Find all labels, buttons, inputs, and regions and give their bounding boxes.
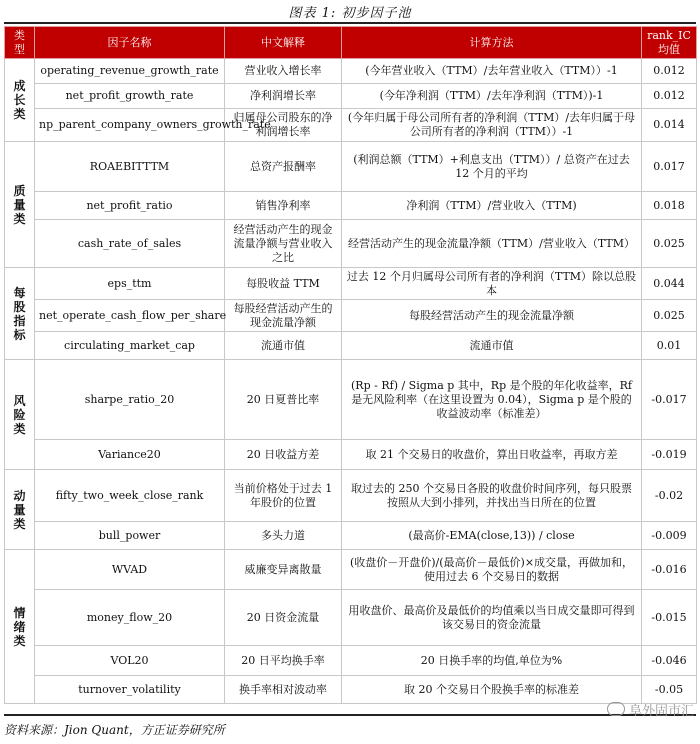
figure-title-bar: [0, 0, 700, 24]
factor-ic: 0.012: [642, 84, 697, 109]
category-cell: 质量类: [5, 142, 35, 268]
factor-method: (收盘价－开盘价)/(最高价－最低价)×成交量，再做加和，使用过去 6 个交易日的数据: [342, 550, 642, 590]
factor-method: 取 21 个交易日的收盘价，算出日收益率，再取方差: [342, 440, 642, 470]
figure-title: 图表 1: 初步因子池: [288, 6, 412, 21]
factor-method: 净利润（TTM）/营业收入（TTM): [342, 192, 642, 220]
table-row: [5, 470, 697, 522]
table-row: [5, 84, 697, 109]
wechat-icon: [607, 702, 625, 716]
factor-name: cash_rate_of_sales: [35, 220, 225, 268]
title-rule: [4, 22, 696, 24]
factor-ic: 0.044: [642, 268, 697, 300]
factor-ic: 0.01: [642, 332, 697, 360]
table-row: [5, 332, 697, 360]
factor-cn: 每股经营活动产生的现金流量净额: [225, 300, 342, 332]
watermark: [607, 700, 694, 719]
factor-method: 过去 12 个月归属母公司所有者的净利润（TTM）除以总股本: [342, 268, 642, 300]
factor-name: sharpe_ratio_20: [35, 360, 225, 440]
factor-method: (利润总额（TTM）+利息支出（TTM））/ 总资产在过去 12 个月的平均: [342, 142, 642, 192]
factor-ic: -0.05: [642, 676, 697, 704]
factor-name: VOL20: [35, 646, 225, 676]
source-note: 资料来源：Jion Quant，方正证券研究所: [4, 723, 225, 737]
factor-method: (今年营业收入（TTM）/去年营业收入（TTM））-1: [342, 59, 642, 84]
table-row: [5, 590, 697, 646]
watermark-text: 阜外固市汇: [628, 704, 694, 719]
factor-ic: -0.046: [642, 646, 697, 676]
factor-ic: -0.017: [642, 360, 697, 440]
factor-ic: -0.02: [642, 470, 697, 522]
factor-name: circulating_market_cap: [35, 332, 225, 360]
category-cell: 风险类: [5, 360, 35, 470]
bottom-rule: [4, 714, 696, 716]
factor-method: (Rp - Rf) / Sigma p 其中，Rp 是个股的年化收益率，Rf 是无风险利率（在这里设置为 0.04），Sigma p 是个股的收益波动率（标准差）: [342, 360, 642, 440]
header-factor-name: 因子名称: [35, 27, 225, 59]
table-row: [5, 59, 697, 84]
table-row: [5, 676, 697, 704]
factor-cn: 20 日平均换手率: [225, 646, 342, 676]
factor-ic: 0.025: [642, 300, 697, 332]
factor-method: (今年归属于母公司所有者的净利润（TTM）/去年归属于母公司所有者的净利润（TTM））-1: [342, 109, 642, 142]
table-row: [5, 440, 697, 470]
factor-name: np_parent_company_owners_growth_rate: [35, 109, 225, 142]
factor-name: Variance20: [35, 440, 225, 470]
factor-method: 每股经营活动产生的现金流量净额: [342, 300, 642, 332]
factor-method: (最高价-EMA(close,13)) / close: [342, 522, 642, 550]
table-row: [5, 220, 697, 268]
factor-ic: 0.012: [642, 59, 697, 84]
factor-name: net_operate_cash_flow_per_share: [35, 300, 225, 332]
factor-cn: 经营活动产生的现金流量净额与营业收入之比: [225, 220, 342, 268]
factor-cn: 20 日夏普比率: [225, 360, 342, 440]
factor-name: ROAEBITTTM: [35, 142, 225, 192]
header-chinese-explanation: 中文解释: [225, 27, 342, 59]
category-cell: 情绪类: [5, 550, 35, 704]
factor-name: net_profit_growth_rate: [35, 84, 225, 109]
factor-ic: 0.017: [642, 142, 697, 192]
table-row: [5, 192, 697, 220]
factor-cn: 归属母公司股东的净利润增长率: [225, 109, 342, 142]
category-cell: 成长类: [5, 59, 35, 142]
factor-cn: 换手率相对波动率: [225, 676, 342, 704]
header-rank-ic-mean: rank_IC 均值: [642, 27, 697, 59]
table-row: [5, 522, 697, 550]
factor-ic: 0.018: [642, 192, 697, 220]
category-cell: 动量类: [5, 470, 35, 550]
factor-method: 20 日换手率的均值,单位为%: [342, 646, 642, 676]
table-row: [5, 360, 697, 440]
factor-method: 取过去的 250 个交易日各股的收盘价时间序列，每只股票按照从大到小排列，并找出当日所在的位置: [342, 470, 642, 522]
factor-name: eps_ttm: [35, 268, 225, 300]
factor-name: turnover_volatility: [35, 676, 225, 704]
factor-name: money_flow_20: [35, 590, 225, 646]
factor-name: fifty_two_week_close_rank: [35, 470, 225, 522]
factor-cn: 总资产报酬率: [225, 142, 342, 192]
factor-ic: 0.025: [642, 220, 697, 268]
factor-ic: 0.014: [642, 109, 697, 142]
factor-cn: 流通市值: [225, 332, 342, 360]
factor-ic: -0.019: [642, 440, 697, 470]
factor-cn: 销售净利率: [225, 192, 342, 220]
factor-ic: -0.009: [642, 522, 697, 550]
factor-method: 用收盘价、最高价及最低价的均值乘以当日成交量即可得到该交易日的资金流量: [342, 590, 642, 646]
table-row: [5, 550, 697, 590]
table-row: [5, 300, 697, 332]
factor-cn: 威廉变异离散量: [225, 550, 342, 590]
table-row: [5, 109, 697, 142]
factor-method: 流通市值: [342, 332, 642, 360]
factor-ic: -0.015: [642, 590, 697, 646]
factor-name: bull_power: [35, 522, 225, 550]
table-row: [5, 268, 697, 300]
factor-ic: -0.016: [642, 550, 697, 590]
factor-method: (今年净利润（TTM）/去年净利润（TTM）)-1: [342, 84, 642, 109]
header-category: 类型: [5, 27, 35, 59]
factor-cn: 每股收益 TTM: [225, 268, 342, 300]
factor-method: 经营活动产生的现金流量净额（TTM）/营业收入（TTM）: [342, 220, 642, 268]
factor-name: net_profit_ratio: [35, 192, 225, 220]
factor-cn: 20 日资金流量: [225, 590, 342, 646]
factor-pool-table: [4, 26, 697, 704]
factor-name: WVAD: [35, 550, 225, 590]
category-cell: 每股指标: [5, 268, 35, 360]
factor-cn: 营业收入增长率: [225, 59, 342, 84]
header-calculation-method: 计算方法: [342, 27, 642, 59]
factor-method: 取 20 个交易日个股换手率的标准差: [342, 676, 642, 704]
factor-cn: 当前价格处于过去 1 年股价的位置: [225, 470, 342, 522]
factor-cn: 20 日收益方差: [225, 440, 342, 470]
table-row: [5, 142, 697, 192]
table-header-row: [5, 27, 697, 59]
factor-cn: 净利润增长率: [225, 84, 342, 109]
factor-name: operating_revenue_growth_rate: [35, 59, 225, 84]
table-row: [5, 646, 697, 676]
factor-cn: 多头力道: [225, 522, 342, 550]
